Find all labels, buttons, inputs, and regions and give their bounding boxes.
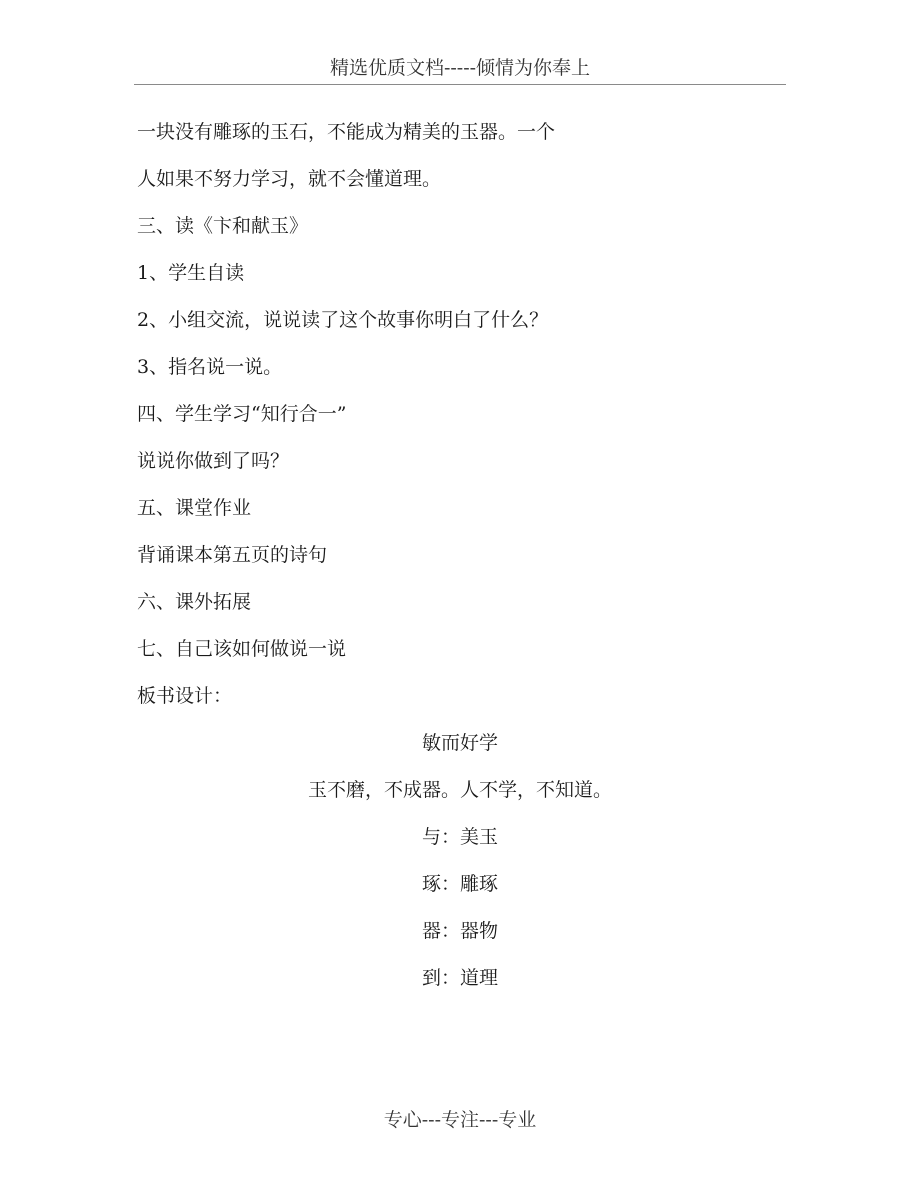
- page-footer: 专心---专注---专业: [383, 1109, 537, 1131]
- body-line-2: 人如果不努力学习，就不会懂道理。: [137, 168, 442, 190]
- board-design-label: 板书设计：: [137, 685, 233, 707]
- body-line-1: 一块没有雕琢的玉石，不能成为精美的玉器。一个: [137, 121, 556, 143]
- board-subtitle: 玉不磨，不成器。人不学，不知道。: [307, 779, 612, 801]
- board-item-3: 器：器物: [421, 920, 498, 942]
- body-line-5: 2、小组交流，说说读了这个故事你明白了什么？: [137, 309, 549, 331]
- body-line-4: 1、学生自读: [137, 262, 245, 284]
- body-line-10: 背诵课本第五页的诗句: [137, 544, 328, 566]
- section-3-heading: 三、读《卞和献玉》: [137, 215, 309, 237]
- section-7-heading: 七、自己该如何做说一说: [137, 638, 347, 660]
- board-item-4: 到：道理: [421, 967, 498, 989]
- board-item-2: 琢：雕琢: [421, 873, 498, 895]
- section-5-heading: 五、课堂作业: [137, 497, 252, 519]
- page-header: 精选优质文档-----倾情为你奉上: [134, 52, 786, 85]
- section-6-heading: 六、课外拓展: [137, 591, 252, 613]
- body-line-8: 说说你做到了吗？: [137, 450, 290, 472]
- board-title: 敏而好学: [421, 732, 498, 754]
- section-4-heading: 四、学生学习“知行合一”: [137, 403, 347, 425]
- board-item-1: 与：美玉: [421, 826, 498, 848]
- body-line-6: 3、指名说一说。: [137, 356, 283, 378]
